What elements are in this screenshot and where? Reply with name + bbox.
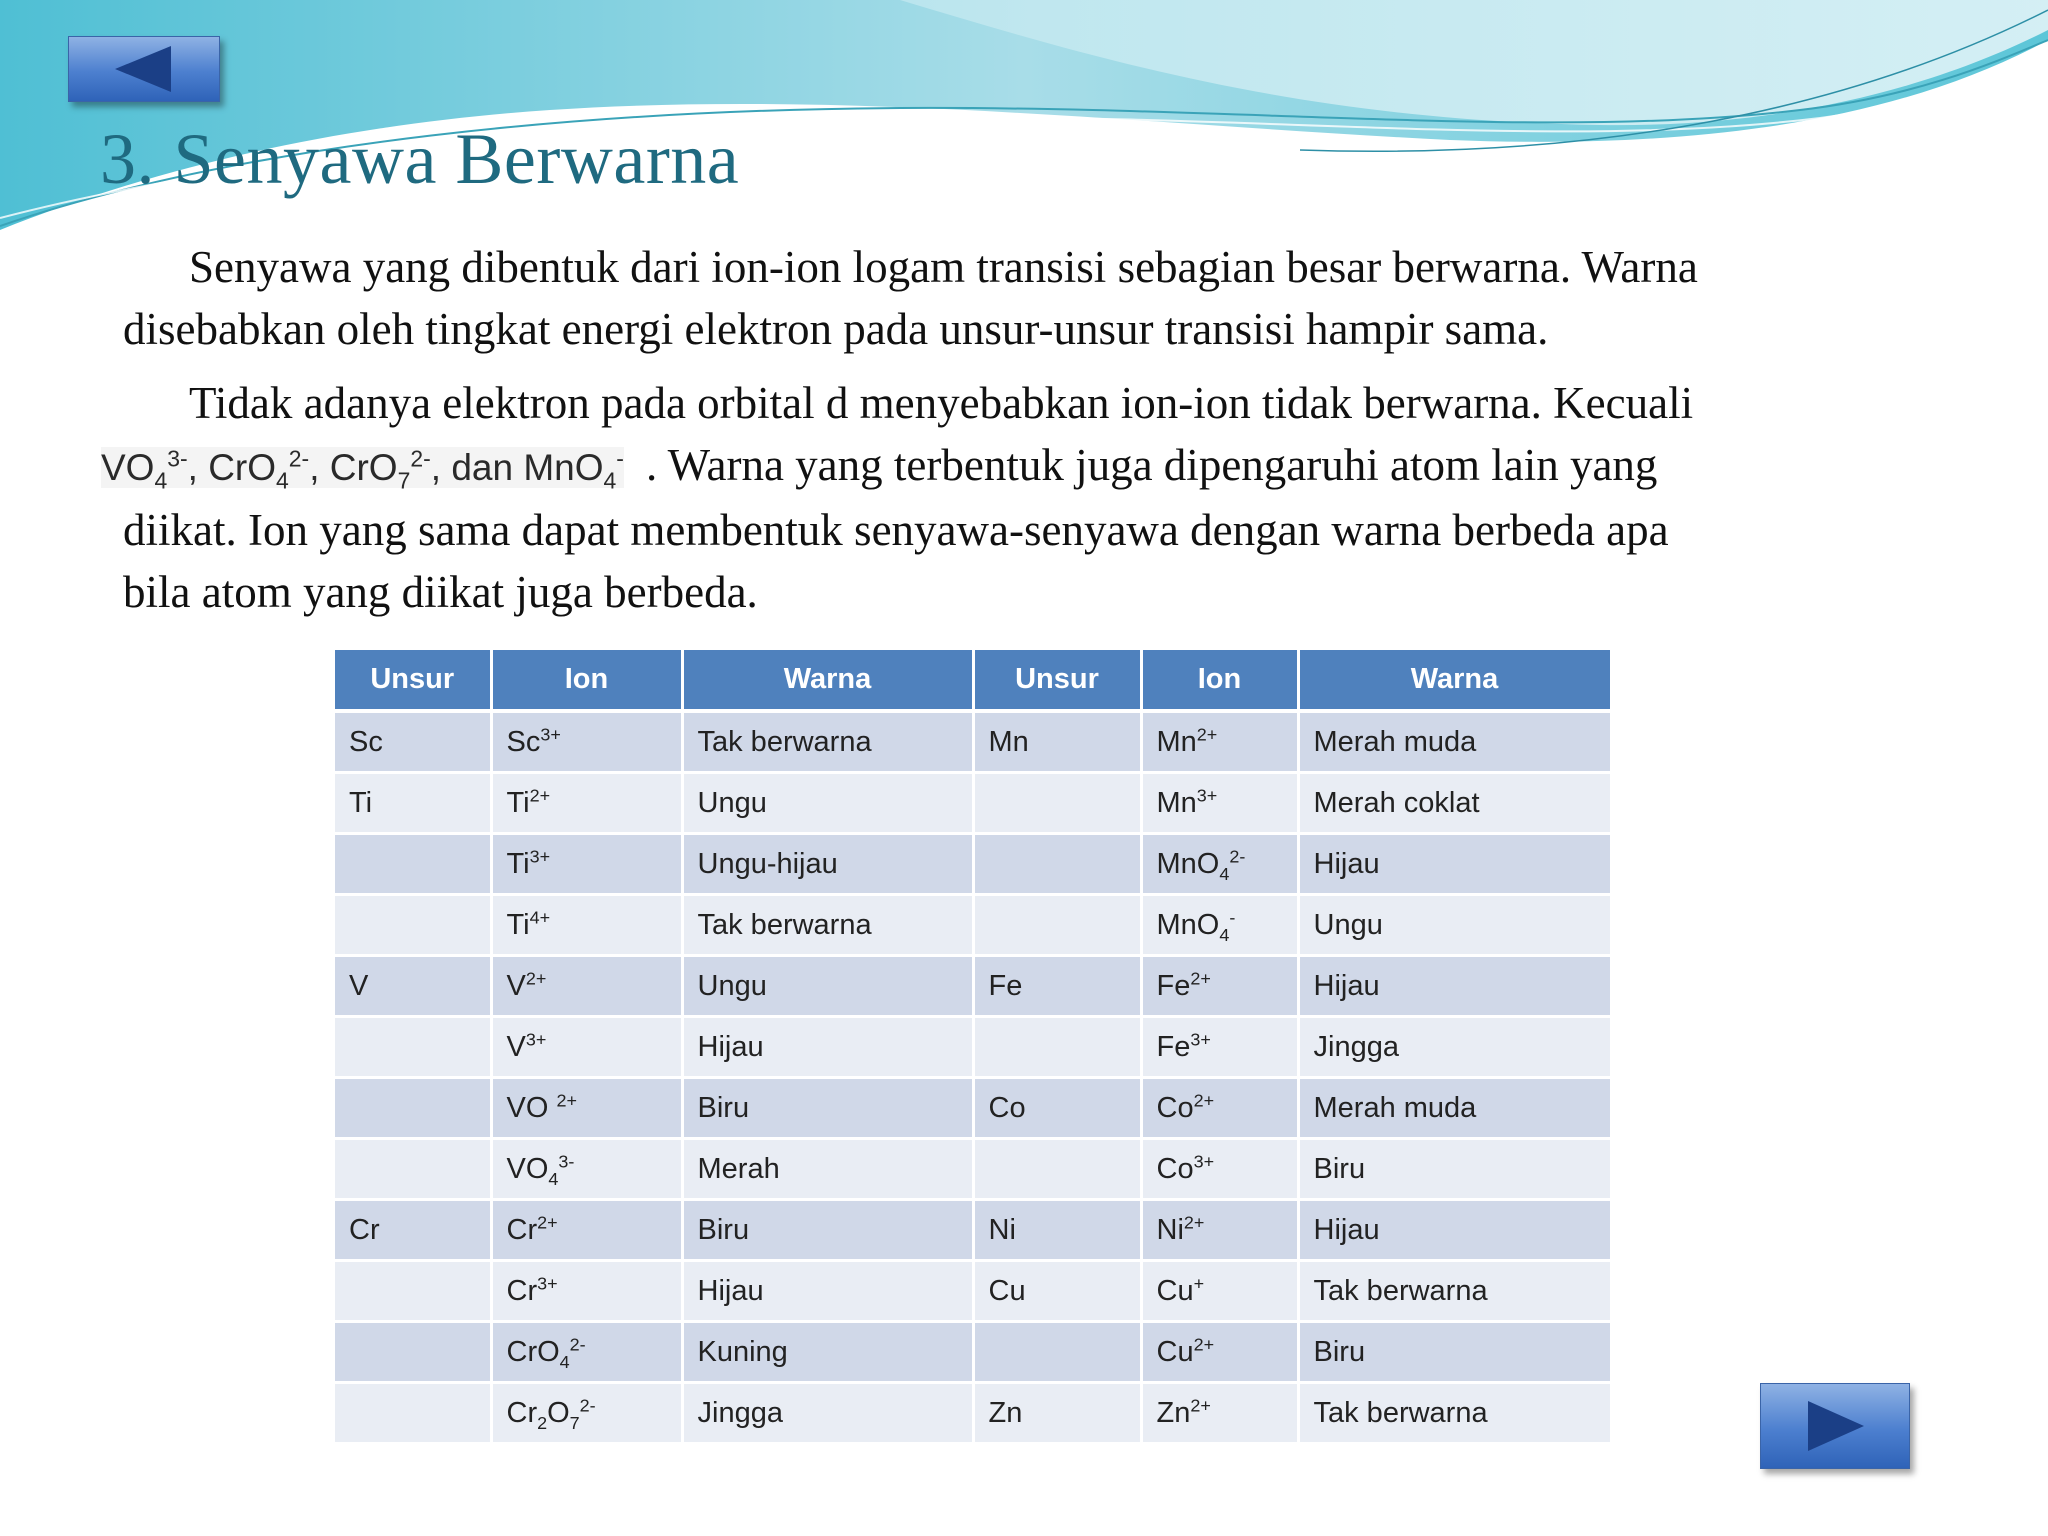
formula-part: MnO: [523, 447, 604, 488]
ion-color-table: [335, 650, 1613, 1445]
column-header: Ion: [1141, 650, 1298, 711]
table-cell: [491, 956, 682, 1017]
formula-part: VO: [101, 447, 155, 488]
ion-subscript: 4: [1219, 863, 1230, 884]
table-cell: Hijau: [682, 1261, 973, 1322]
formula-subscript: 7: [397, 467, 411, 494]
ion-symbol: Cr: [506, 1213, 538, 1246]
table-cell: [1141, 1078, 1298, 1139]
formula-exceptions: [101, 445, 624, 494]
table-cell: Merah muda: [1298, 1078, 1611, 1139]
formula-subscript: 4: [603, 467, 617, 494]
table-cell: [491, 711, 682, 773]
ion-subscript: 4: [559, 1351, 570, 1372]
table-row: [335, 834, 1611, 895]
ion-symbol: VO: [506, 1091, 557, 1124]
slide-title: 3. Senyawa Berwarna: [100, 119, 740, 199]
paragraph-line: bila atom yang diikat juga berbeda.: [123, 567, 758, 617]
table-row: [335, 895, 1611, 956]
formula-superscript: 3-: [167, 445, 188, 472]
table-cell: Merah: [682, 1139, 973, 1200]
ion-symbol: Cr: [506, 1396, 538, 1429]
table-cell: Jingga: [1298, 1017, 1611, 1078]
table-cell: Ni: [973, 1200, 1141, 1261]
table-cell: Merah coklat: [1298, 773, 1611, 834]
table-row: [335, 711, 1611, 773]
triangle-right-icon: [1800, 1399, 1870, 1453]
ion-symbol: CrO: [506, 1335, 560, 1368]
ion-subscript: 7: [569, 1412, 580, 1433]
ion-symbol: Sc: [506, 725, 541, 758]
table-cell: [491, 834, 682, 895]
table-cell: Kuning: [682, 1322, 973, 1383]
table-cell: [335, 1078, 491, 1139]
table-cell: Mn: [973, 711, 1141, 773]
formula-superscript: -: [616, 445, 624, 472]
table-cell: [491, 1139, 682, 1200]
formula-part: CrO: [329, 447, 398, 488]
table-cell: Co: [973, 1078, 1141, 1139]
table-row: [335, 1078, 1611, 1139]
table-cell: [491, 1261, 682, 1322]
formula-separator: ,: [309, 447, 330, 488]
table-cell: [973, 773, 1141, 834]
table-row: [335, 956, 1611, 1017]
table-cell: Biru: [1298, 1322, 1611, 1383]
table-cell: [335, 1322, 491, 1383]
table-cell: [1141, 773, 1298, 834]
ion-symbol: Ti: [506, 786, 530, 819]
ion-charge: 2+: [1190, 967, 1211, 988]
next-button[interactable]: [1760, 1383, 1910, 1469]
ion-symbol: Co: [1156, 1152, 1194, 1185]
ion-symbol: Cu: [1156, 1274, 1194, 1307]
ion-charge: 3+: [525, 1028, 547, 1049]
table-cell: [335, 1383, 491, 1444]
ion-symbol: Fe: [1156, 969, 1191, 1002]
table-cell: Merah muda: [1298, 711, 1611, 773]
table-cell: [1141, 1139, 1298, 1200]
table-row: [335, 1017, 1611, 1078]
table-cell: [491, 1078, 682, 1139]
ion-symbol: Mn: [1156, 725, 1197, 758]
ion-symbol: VO: [506, 1152, 549, 1185]
table-row: [335, 1322, 1611, 1383]
ion-charge: 2+: [537, 1211, 558, 1232]
table-row: [335, 1200, 1611, 1261]
table-cell: Ti: [335, 773, 491, 834]
ion-symbol: MnO: [1156, 847, 1220, 880]
table-cell: Hijau: [1298, 956, 1611, 1017]
table-cell: [1141, 1017, 1298, 1078]
table-row: [335, 1261, 1611, 1322]
table-cell: [491, 1383, 682, 1444]
ion-symbol: V: [506, 969, 526, 1002]
ion-subscript: 2: [537, 1412, 548, 1433]
table-cell: Ungu: [682, 773, 973, 834]
ion-charge: 2-: [579, 1394, 596, 1415]
formula-superscript: 2-: [410, 445, 431, 472]
table-cell: [973, 895, 1141, 956]
table-cell: Sc: [335, 711, 491, 773]
ion-charge: 3+: [1196, 784, 1218, 805]
ion-symbol: Ti: [506, 847, 530, 880]
ion-charge: 2+: [1190, 1394, 1211, 1415]
ion-charge: 3+: [1193, 1150, 1215, 1171]
table-cell: [335, 1261, 491, 1322]
table-cell: [973, 1322, 1141, 1383]
table-cell: Tak berwarna: [1298, 1383, 1611, 1444]
table-cell: [973, 1017, 1141, 1078]
ion-charge: 4+: [529, 906, 551, 927]
table-cell: [491, 1200, 682, 1261]
table-cell: Hijau: [1298, 1200, 1611, 1261]
table-cell: [1141, 1200, 1298, 1261]
table-body: [335, 711, 1611, 1444]
ion-charge: 2+: [525, 967, 547, 988]
table-cell: Ungu: [1298, 895, 1611, 956]
ion-symbol: O: [547, 1396, 570, 1429]
triangle-left-icon: [109, 44, 179, 94]
formula-part: CrO: [208, 447, 277, 488]
table-cell: [1141, 711, 1298, 773]
ion-charge: 3+: [529, 845, 551, 866]
table-header-row: [335, 650, 1611, 711]
table-cell: [1141, 956, 1298, 1017]
ion-symbol: Co: [1156, 1091, 1194, 1124]
table-cell: V: [335, 956, 491, 1017]
table-cell: [973, 834, 1141, 895]
table-cell: Ungu-hijau: [682, 834, 973, 895]
ion-symbol: Cr: [506, 1274, 538, 1307]
ion-charge: 2-: [1229, 845, 1246, 866]
ion-subscript: 4: [1219, 924, 1230, 945]
paragraph-exception: [101, 372, 1923, 623]
formula-subscript: 4: [276, 467, 289, 494]
paragraph-line: Tidak adanya elektron pada orbital d menyebabkan ion-ion tidak berwarna. Kecuali: [189, 378, 1694, 428]
table-cell: [335, 895, 491, 956]
paragraph-line: Senyawa yang dibentuk dari ion-ion logam transisi sebagian besar berwarna. Warna: [189, 242, 1698, 292]
table-cell: Fe: [973, 956, 1141, 1017]
ion-symbol: Fe: [1156, 1030, 1191, 1063]
table-cell: [1141, 1383, 1298, 1444]
table-cell: Hijau: [1298, 834, 1611, 895]
paragraph-line: diikat. Ion yang sama dapat membentuk senyawa-senyawa dengan warna berbeda apa: [123, 505, 1669, 555]
ion-charge: -: [1229, 906, 1236, 927]
table-cell: Cr: [335, 1200, 491, 1261]
table-cell: Tak berwarna: [682, 711, 973, 773]
ion-charge: 2-: [569, 1333, 586, 1354]
table-cell: Tak berwarna: [682, 895, 973, 956]
ion-charge: 2+: [556, 1089, 577, 1110]
table-cell: [1141, 1322, 1298, 1383]
column-header: Warna: [1298, 650, 1611, 711]
table-row: [335, 1383, 1611, 1444]
table-cell: [1141, 895, 1298, 956]
ion-charge: 3+: [537, 1272, 558, 1293]
ion-charge: 2+: [1183, 1211, 1205, 1232]
ion-symbol: Zn: [1156, 1396, 1191, 1429]
column-header: Unsur: [973, 650, 1141, 711]
ion-symbol: V: [506, 1030, 526, 1063]
ion-symbol: MnO: [1156, 908, 1220, 941]
formula-separator: ,: [187, 447, 209, 488]
ion-charge: 2+: [529, 784, 551, 805]
paragraph-text: . Warna yang terbentuk juga dipengaruhi atom lain yang: [645, 440, 1658, 490]
table-cell: Cu: [973, 1261, 1141, 1322]
table-cell: [491, 1017, 682, 1078]
ion-symbol: Mn: [1156, 786, 1197, 819]
ion-symbol: Ni: [1156, 1213, 1184, 1246]
table-cell: [1141, 1261, 1298, 1322]
table-cell: [335, 1017, 491, 1078]
table-row: [335, 773, 1611, 834]
table-cell: Ungu: [682, 956, 973, 1017]
formula-superscript: 2-: [288, 445, 310, 472]
table-cell: Hijau: [682, 1017, 973, 1078]
column-header: Unsur: [335, 650, 491, 711]
ion-color-table-container: [335, 650, 1613, 1445]
ion-charge: +: [1193, 1272, 1205, 1293]
back-button[interactable]: [68, 36, 220, 102]
table-cell: [491, 773, 682, 834]
ion-charge: 3+: [540, 723, 561, 744]
table-cell: Biru: [1298, 1139, 1611, 1200]
table-cell: Biru: [682, 1200, 973, 1261]
paragraph-line: disebabkan oleh tingkat energi elektron pada unsur-unsur transisi hampir sama.: [123, 304, 1549, 354]
table-cell: Jingga: [682, 1383, 973, 1444]
paragraph-intro: [123, 236, 1923, 360]
table-cell: Zn: [973, 1383, 1141, 1444]
table-cell: [1141, 834, 1298, 895]
ion-symbol: Ti: [506, 908, 530, 941]
ion-charge: 2+: [1196, 723, 1218, 744]
ion-symbol: Cu: [1156, 1335, 1194, 1368]
table-cell: [973, 1139, 1141, 1200]
ion-subscript: 4: [548, 1168, 559, 1189]
table-cell: Biru: [682, 1078, 973, 1139]
table-cell: Tak berwarna: [1298, 1261, 1611, 1322]
table-cell: [335, 1139, 491, 1200]
table-cell: [491, 895, 682, 956]
formula-separator: , dan: [430, 447, 524, 488]
column-header: Warna: [682, 650, 973, 711]
ion-charge: 2+: [1193, 1089, 1215, 1110]
ion-charge: 2+: [1193, 1333, 1215, 1354]
ion-charge: 3-: [558, 1150, 575, 1171]
table-cell: [491, 1322, 682, 1383]
ion-charge: 3+: [1190, 1028, 1211, 1049]
formula-subscript: 4: [154, 467, 168, 494]
column-header: Ion: [491, 650, 682, 711]
paragraph-line-with-formula: [101, 434, 1923, 499]
table-cell: [335, 834, 491, 895]
table-row: [335, 1139, 1611, 1200]
